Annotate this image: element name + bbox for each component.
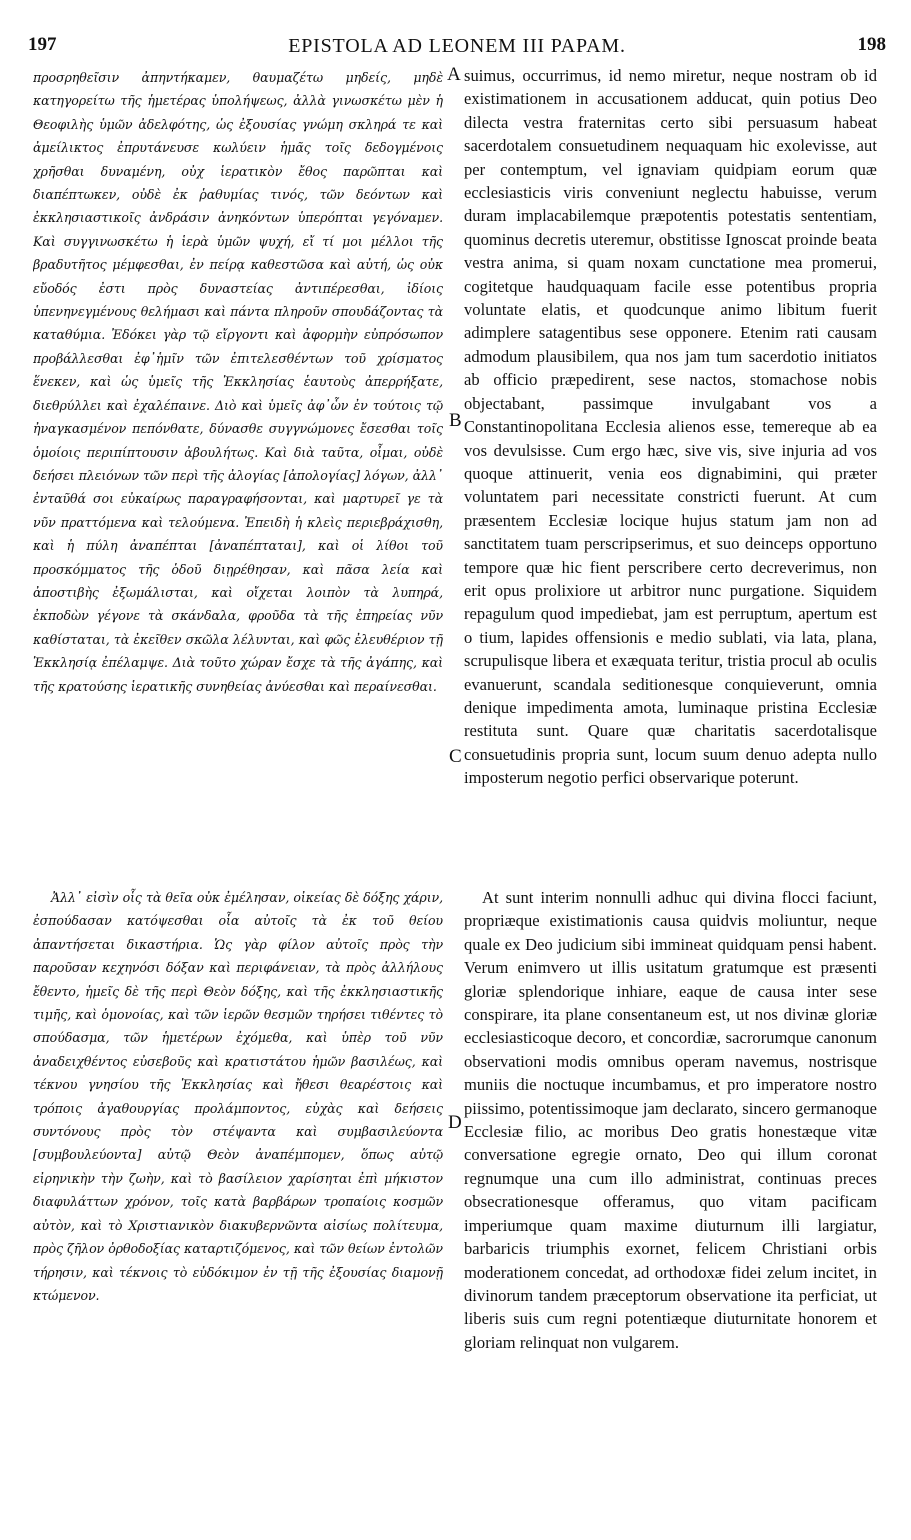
margin-mark-d: D <box>448 1112 462 1133</box>
page-number-left: 197 <box>28 34 57 55</box>
greek-paragraph-2: Ἀλλ᾽ εἰσὶν οἷς τὰ θεῖα οὐκ ἐμέλησαν, οἰκείας δὲ δόξης χάριν, ἐσπούδασαν κατόψεσθαι οἷα αὐτοῖς τὰ ἐκ τοῦ θείου ἀπαντήσεται δικαστήρια. Ὡς γὰρ φίλον αὐτοῖς πρὸς τὴν παροῦσαν κεχηνόσι δόξαν καὶ περιφάνειαν, τὰ πρὸς ἀλλήλους ἔθεντο, ἡμεῖς δὲ τῆς περὶ Θεὸν δόξης, καὶ τῆς ἐκκλησιαστικῆς τιμῆς, καὶ ὁμονοίας, καὶ τῶν ἱερῶν θεσμῶν τηρήσει τιθέντες τὸ σπούδασμα, τῶν ἡμετέρων ἐχόμεθα, καὶ ὑπὲρ τοῦ νῦν ἀναδειχθέντος εὐσεβοῦς καὶ κρατιστάτου ἡμῶν βασιλέως, καὶ τέκνου γνησίου τῆς Ἐκκλησίας καὶ ἤθεσι θεαρέστοις καὶ τρόποις ἀγαθουργίας προλάμποντος, εὐχὰς καὶ δεήσεις συντόνους πρὸς τὸν στέψαντα καὶ συμβασιλεύοντα [συμβουλεύοντα] αὐτῷ Θεὸν ἀναπέμπομεν, ὅπως αὐτῷ εἰρηνικὴν τὴν ζωὴν, καὶ τὸ βασίλειον χαρίσηται ἐπὶ μήκιστον διαφυλάττων χρόνον, τοῖς κατὰ βαρβάρων τροπαίοις κοσμῶν αὐτὸν, καὶ τὸ Χριστιανικὸν διακυβερνῶντα αἰσίως πολίτευμα, πρὸς ζῆλον ὀρθοδοξίας καταρτιζόμενος, καὶ τῶν θείων ἐντολῶν τήρησιν, καὶ τέκνοις τὸ εὐδόκιμον ἐν τῇ τῆς ἐξουσίας διαμονῇ κτώμενον. <box>33 890 443 1303</box>
margin-mark-c: C <box>449 746 462 767</box>
greek-paragraph-1: προσρηθεῖσιν ἀπηντήκαμεν, θαυμαζέτω μηδείς, μηδὲ κατηγορείτω τῆς ἡμετέρας ὑπολήψεως, ἀλλὰ γινωσκέτω μὲν ἡ Θεοφιλὴς ὑμῶν ἀδελφότης, ὡς ἐξουσίας γνώμη σκληρά τε καὶ ἀμείλικτος ἐπρυτάνευσε κωλύειν ἡμᾶς τοῖς δεδογμένοις χρῆσθαι δυναμένη, οὐχ ἱερατικὸν ἔθος παρῶπται καὶ διαπέπτωκεν, οὐδὲ ἐκ ῥαθυμίας τινός, τῶν δεόντων καὶ ἐκκλησιαστικοῖς ἀνδράσιν ἀνηκόντων ὑπερόπται γεγόναμεν. Καὶ συγγινωσκέτω ἡ ἱερὰ ὑμῶν ψυχή, εἴ τί μοι μέλλοι τῆς βραδυτῆτος μέμφεσθαι, ἐν πείρᾳ καθεστῶσα καὶ αὐτή, ὡς οὐκ εὔοδός ἐστι πρὸς δυναστείας ἀντιπέρεσθαι, ἰδίοις ὑπενηνεγμένους θελήμασι καὶ πάντα πληροῦν σπουδάζοντας τὰ καταθύμια. Ἐδόκει γὰρ τῷ εἴργοντι καὶ ἀφορμὴν εὐπρόσωπον προβάλλεσθαι ἐφ᾽ἡμῖν τῶν ἐπιτελεσθέντων τοῦ χρίσματος ἕνεκεν, καὶ ὡς ὑμεῖς τῆς Ἐκκλησίας ἑαυτοὺς ἀπερρήξατε, διεθρύλλει καὶ ἐχαλέπαινε. Διὸ καὶ ὑμεῖς ἀφ᾽ὧν ἐν τούτοις τῷ ἠναγκασμένον πεπόνθατε, δύνασθε συγγνώμονες ἔσεσθαι τοῖς ὁμοίοις περιπίπτουσιν ἀβουλήτως. Καὶ διὰ ταῦτα, οἶμαι, οὐδὲ δεήσει πλειόνων τῶν περὶ τῆς ἀλογίας [ἀπολογίας] λόγων, ἀλλ᾽ ἐνταῦθά σοι εὐκαίρως παραγραφήσονται, καὶ μαρτυρεῖ γε τὰ νῦν πραττόμενα καὶ τελούμενα. Ἐπειδὴ ἡ κλεὶς περιεβράχισθη, καὶ ἡ πύλη ἀναπέπται [ἀναπέπταται], καὶ οἱ λίθοι τοῦ προσκόμματος τῆς ὁδοῦ διῃρέθησαν, καὶ πᾶσα λεία καὶ ἀποστιβὴς ἐξωμάλισται, καὶ οἴχεται λοιπὸν τὰ λυπηρά, ἐκποδὼν γέγονε τὰ σκάνδαλα, φροῦδα τὰ τῆς ἐπηρείας νῦν καθίσταται, τὰ ἐκεῖθεν σκῶλα λέλυνται, καὶ φῶς ἐλευθέριον τῇ Ἐκκλησίᾳ ἐπέλαμψε. Διὰ τοῦτο χώραν ἔσχε τὰ τῆς ἀγάπης, καὶ τῆς κρατούσης ἱερατικῆς συνηθείας ἀνύεσθαι καὶ περαίνεσθαι. <box>33 70 443 694</box>
latin-paragraph-2: At sunt interim nonnulli adhuc qui divina flocci faciunt, propriæque existimationis causa quidvis moliuntur, neque quale ex Deo judicium sibi immineat quidquam pensi habent. Verum enimvero ut illis usitatum gratumque est præsenti gloriæ splendorique inhiare, eaque de causa inter sese conspirare, ita plane consentaneum est, ut nos divinæ gloriæ ecclesiasticoque decoro, et concordiæ, sacrorumque canonum observationi modis omnibus operam navemus, nostrisque muniis die noctuque incumbamus, et pro imperatore nostro piissimo, potentissimoque jam declarato, sincero germanoque Ecclesiæ filio, ac moribus Deo gratis honestæque vitæ conversatione egregie ornato, Deo qui illum coronat regnumque una cum illo administrat, continuas preces obsecrationesque offeramus, quo vitam pacificam imperiumque quam maxime diuturnum illi largiatur, barbaricis triumphis exornet, felicem Christiani orbis moderationem concedat, ad orthodoxæ fidei zelum incitet, in divinorum tandem præceptorum observatione ita perficiat, ut liberis suis cum regni potentiæque diuturnitate honorem et gloriam relinquat non vulgarem. <box>464 888 877 1352</box>
page-title: EPISTOLA AD LEONEM III PAPAM. <box>288 35 626 57</box>
margin-mark-b: B <box>449 410 462 431</box>
latin-paragraph-1: suimus, occurrimus, id nemo miretur, neque nostram ob id existimationem in accusationem adducat, quin potius Deo dilecta vestra fraternitas certo sibi persuasum habeat sacerdotalem consuetudinem nequaquam hic exolevisse, aut per contemptum, vel ignaviam quidpiam eorum quæ ecclesiasticis viris conveniunt neglectu habuisse, verum duram implacabilemque præpotentis potestatis sententiam, quominus decretis uteremur, obstitisse Ignoscat proinde beata vestra anima, si quam noxam cunctatione mea promerui, cogitetque haudquaquam facile esse potentibus propria voluntate elatis, et quodcunque animo libitum fuerit adimplere satagentibus sese opponere. Etenim rati causam admodum plausibilem, qua nos jam tum sacerdotio initiatos ab officio præpedirent, sese nactos, stomachose nobis objectabant, passimque invulgabant vos a Constantinopolitana Ecclesia alienos esse, temereque ab ea vos devulsisse. Cum ergo hæc, sive vis, sive injuria ad vos quoque attinuerit, venia eos dignabimini, qui præter voluntatem pari necessitate constricti fuerunt. At cum præsentem Ecclesiæ locique hujus statum jam non ad sanctitatem tuam perscripserimus, et suo deinceps opportuno tempore quæ hic fient perscribere certo decreverimus, non erit opus prolixiore ut arbitror nunc purgatione. Siquidem repagulum quod impediebat, jam est perruptum, apertum est o tium, lapides offensionis e medio sublati, via lata, plana, scrupulisque libera et exæquata teritur, tristia procul ab oculis evanuerunt, scandala seditionesque conquieverunt, omnia denique impedimenta amota, luminaque pristina Ecclesiæ restituta sunt. Quare quæ charitatis sacerdotalisque consuetudinis propria sunt, locum suum denuo adepta nullo imposterum negotio perfici observarique poterunt. <box>464 66 877 788</box>
running-header <box>28 34 886 62</box>
margin-mark-a: A <box>447 64 461 85</box>
page-number-right: 198 <box>857 34 886 55</box>
